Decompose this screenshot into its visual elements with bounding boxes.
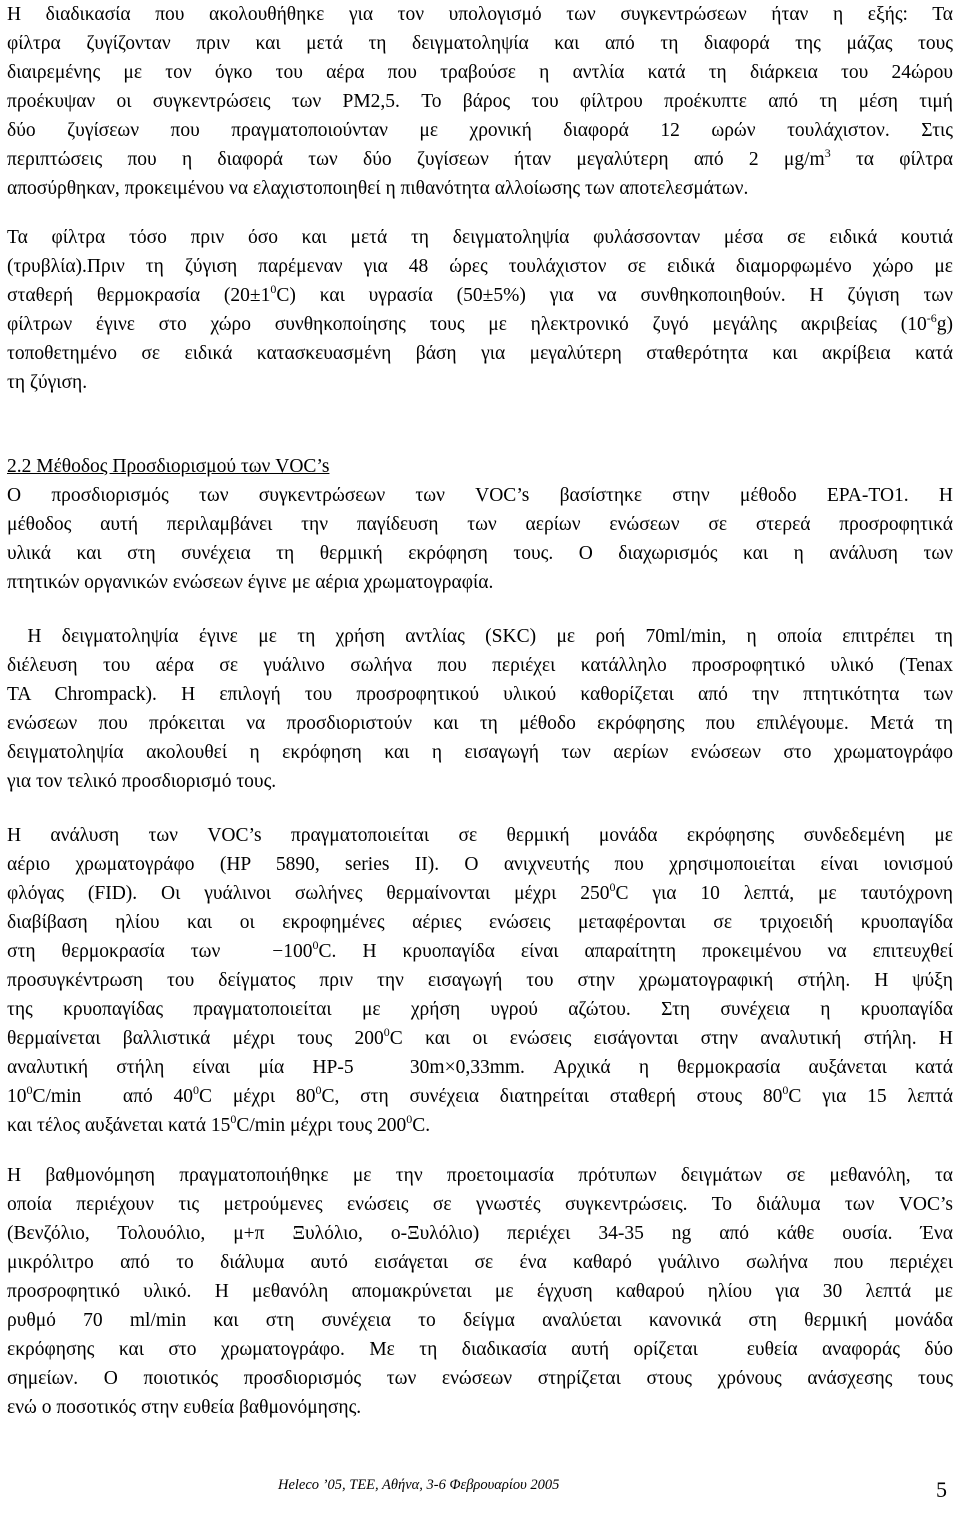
superscript: 0 xyxy=(406,1112,413,1126)
text-line: διαβίβαση ηλίου και οι εκροφημένες αέριες ενώσεις μεταφέρονται σε τριχοειδή κρυοπαγίδα xyxy=(7,912,953,933)
text-line: (τρυβλία).Πριν τη ζύγιση παρέμεναν για 48 ώρες τουλάχιστον σε ειδικά διαμορφωμένο χώρο με xyxy=(7,256,953,277)
text-line: Η δειγματοληψία έγινε με τη χρήση αντλίας (SKC) με ροή 70ml/min, η οποία επιτρέπει τη xyxy=(7,626,953,647)
text-line: αέριο χρωματογράφο (HP 5890, series II). Ο ανιχνευτής που χρησιμοποιείται είναι ιονισμού xyxy=(7,854,953,875)
text-line: της κρυοπαγίδας πραγματοποιείται με χρήση υγρού αζώτου. Στη συνέχεια η κρυοπαγίδα xyxy=(7,999,953,1020)
section-heading xyxy=(7,452,953,481)
text-line: Η βαθμονόμηση πραγματοποιήθηκε με την προετοιμασία πρότυπων δειγμάτων σε μεθανόλη, τα xyxy=(7,1165,953,1186)
text-line: ρυθμό 70 ml/min και στη συνέχεια το δείγμα αναλύεται κανονικά στη θερμική μονάδα xyxy=(7,1310,953,1331)
text-line: TA Chrompack). Η επιλογή του προσροφητικού υλικού καθορίζεται από την πτητικότητα των xyxy=(7,684,953,705)
text-line: φίλτρων έγινε στο χώρο συνθηκοποίησης τους με ηλεκτρονικό ζυγό μεγάλης ακριβείας $(10^{-6}g)$ xyxy=(7,311,953,335)
text-line: Η ανάλυση των VOC’s πραγματοποιείται σε θερμική μονάδα εκρόφησης συνδεδεμένη με xyxy=(7,825,953,846)
superscript: 0 xyxy=(312,938,319,952)
paragraph-filter-weighing-procedure xyxy=(7,0,953,203)
text-line: πτητικών οργανικών ενώσεων έγινε με αέρια χρωματογραφία. xyxy=(7,572,494,593)
text-line: υλικά και στη συνέχεια τη θερμική εκρόφηση τους. Ο διαχωρισμός και η ανάλυση των xyxy=(7,543,953,564)
text-line: διέλευση του αέρα σε γυάλινο σωλήνα που περιέχει κατάλληλο προσροφητικό υλικό (Tenax xyxy=(7,655,953,676)
document-page xyxy=(7,0,953,1513)
page-number: 5 xyxy=(936,1477,947,1502)
text-line: θερμαίνεται βαλλιστικά μέχρι τους $200^0C$ και οι ενώσεις εισάγονται στην αναλυτική στήλη. Η xyxy=(7,1025,953,1049)
text-line: στη θερμοκρασία $\tau\omega\nu -100^0C$. Η κρυοπαγίδα είναι απαραίτητη προκειμένου να επιτευχθεί xyxy=(7,938,954,962)
paragraph-filter-storage xyxy=(7,223,953,397)
text-line: (Βενζόλιο, Τολουόλιο, μ+π Ξυλόλιο, ο-Ξυλόλιο) περιέχει 34-35 ng από κάθε ουσία. Ένα xyxy=(7,1223,953,1244)
text-line: δύο ζυγίσεων που πραγματοποιούνταν με χρονική διαφορά 12 ωρών τουλάχιστον. Στις xyxy=(7,120,953,141)
text-line: τη ζύγιση. xyxy=(7,372,88,393)
text-line: Η διαδικασία που ακολουθήθηκε για τον υπολογισμό των συγκεντρώσεων ήταν η εξής: Τα xyxy=(7,4,953,25)
text-line: ενώσεων που πρόκειται να προσδιοριστούν και τη μέθοδο εκρόφησης που επιλέγουμε. Μετά τη xyxy=(7,713,953,734)
text-line: αποσύρθηκαν, προκειμένου να ελαχιστοποιηθεί η πιθανότητα αλλοίωσης των αποτελεσμάτων. xyxy=(7,178,749,199)
text-line: Τα φίλτρα τόσο πριν όσο και μετά τη δειγματοληψία φυλάσσονταν μέσα σε ειδικά κουτιά xyxy=(7,227,953,248)
text-line: διαιρεμένης με τον όγκο του αέρα που τραβούσε η αντλία κατά τη διάρκεια του 24ώρου xyxy=(7,62,953,83)
superscript: 0 xyxy=(609,880,616,894)
text-line: προέκυψαν οι συγκεντρώσεις των PM2,5. Το βάρος του φίλτρου προέκυπτε από τη μέση τιμή xyxy=(7,91,953,112)
superscript: 0 xyxy=(230,1112,237,1126)
text-line: φλόγας (FID). Οι γυάλινοι σωλήνες θερμαίνονται μέχρι $250^0C$ για 10 λεπτά, με ταυτόχρονη xyxy=(7,880,953,904)
superscript: 0 xyxy=(315,1083,322,1097)
text-line: μικρόλιτρο από το διάλυμα αυτό εισάγεται σε ένα καθαρό γυάλινο σωλήνα που περιέχει xyxy=(7,1252,953,1273)
text-line: εκρόφησης και στο χρωματογράφο. Με τη διαδικασία αυτή ορίζεται ευθεία αναφοράς δύο xyxy=(7,1339,953,1360)
page-footer: Heleco ’05, ΤΕΕ, Αθήνα, 3-6 Φεβρουαρίου 2005 xyxy=(278,1477,560,1493)
superscript: 0 xyxy=(26,1083,33,1097)
text-line: προσροφητικό υλικό. Η μεθανόλη απομακρύνεται με έγχυση καθαρού ηλίου για 30 λεπτά με xyxy=(7,1281,953,1302)
text-line: ενώ ο ποσοτικός στην ευθεία βαθμονόμησης. xyxy=(7,1397,362,1418)
text-line: σταθερή θερμοκρασία $(20\pm 1^0C)$ και υγρασία (50±5%) για να συνθηκοποιηθούν. Η ζύγιση των xyxy=(7,282,953,306)
text-line: $10^0C/\min$ από $40^0C$ μέχρι $80^0C$, στη συνέχεια διατηρείται σταθερή στους $80^0C$ για 15 λεπτά xyxy=(7,1083,953,1107)
paragraph-calibration xyxy=(7,1161,953,1422)
section-title: 2.2 Μέθοδος Προσδιορισμού των VOC’s xyxy=(7,456,330,477)
paragraph-voc-method xyxy=(7,481,953,597)
superscript: 0 xyxy=(383,1025,390,1039)
text-line: οποία περιέχουν τις μετρούμενες ενώσεις σε γνωστές συγκεντρώσεις. Το διάλυμα των VOC’s xyxy=(7,1194,953,1215)
superscript: 3 xyxy=(824,146,831,160)
text-line: αναλυτική στήλη είναι μία HP-5 30m×0,33mm. Αρχικά η θερμοκρασία αυξάνεται κατά xyxy=(7,1057,953,1078)
superscript: -6 xyxy=(926,311,937,325)
text-line: περιπτώσεις που η διαφορά των δύο ζυγίσεων ήταν μεγαλύτερη από 2 $\mu g/m^3$ τα φίλτρα xyxy=(7,146,953,170)
superscript: 0 xyxy=(193,1083,200,1097)
superscript: 0 xyxy=(270,282,277,296)
text-line: σημείων. Ο ποιοτικός προσδιορισμός των ενώσεων στηρίζεται στους χρόνους ανάσχεσης τους xyxy=(7,1368,953,1389)
text-line: για τον τελικό προσδιορισμό τους. xyxy=(7,771,277,792)
text-line: Ο προσδιορισμός των συγκεντρώσεων των VOC’s βασίστηκε στην μέθοδο EPA-TO1. Η xyxy=(7,485,953,506)
paragraph-sampling xyxy=(7,622,953,796)
text-line: τοποθετημένο σε ειδικά κατασκευασμένη βάση για μεγαλύτερη σταθερότητα και ακρίβεια κατά xyxy=(7,343,953,364)
text-line: δειγματοληψία ακολουθεί η εκρόφηση και η εισαγωγή των αερίων ενώσεων στο χρωματογράφο xyxy=(7,742,953,763)
text-line: προσυγκέντρωση του δείγματος πριν την εισαγωγή του στην χρωματογραφική στήλη. Η ψύξη xyxy=(7,970,953,991)
superscript: 0 xyxy=(782,1083,789,1097)
text-line: και τέλος αυξάνεται κατά $15^0C/\min$ μέχρι τους $200^0C$. xyxy=(7,1112,431,1136)
text-line: μέθοδος αυτή περιλαμβάνει την παγίδευση των αερίων ενώσεων σε στερεά προσροφητικά xyxy=(7,514,953,535)
paragraph-analysis xyxy=(7,821,953,1140)
text-line: φίλτρα ζυγίζονταν πριν και μετά τη δειγματοληψία και από τη διαφορά της μάζας τους xyxy=(7,33,953,54)
